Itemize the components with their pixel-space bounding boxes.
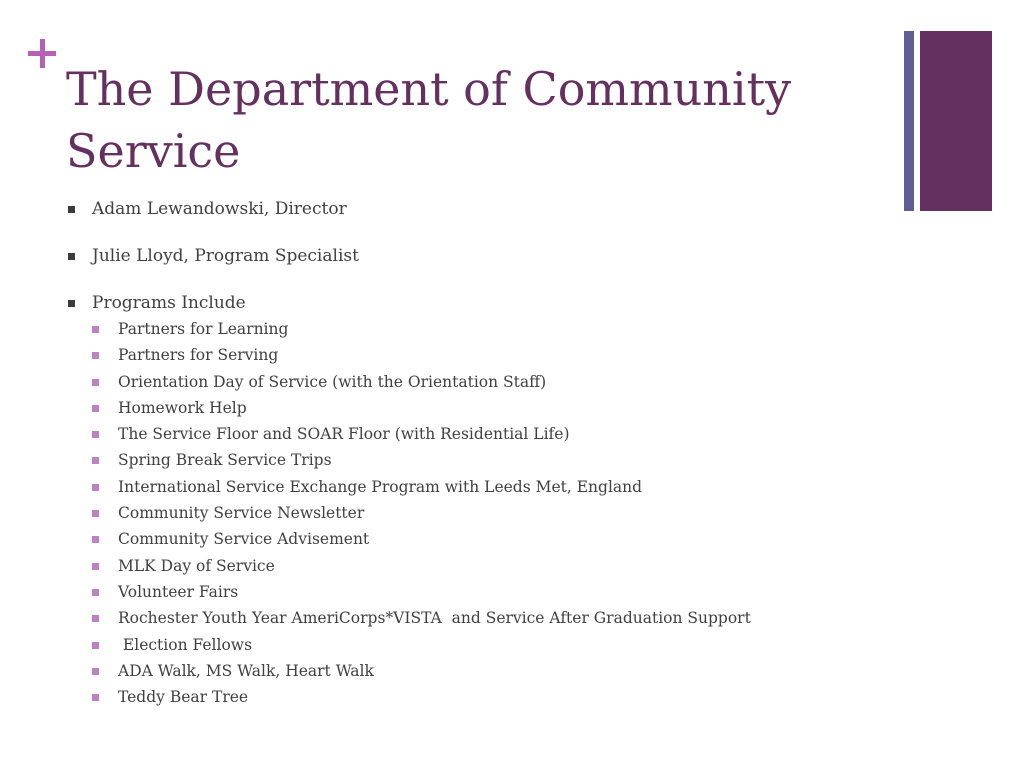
square-bullet-icon [92,536,99,543]
square-bullet-icon [68,300,75,307]
program-item-text: The Service Floor and SOAR Floor (with Residential Life) [118,425,570,444]
square-bullet-icon [92,405,99,412]
square-bullet-icon [92,484,99,491]
program-item [92,342,948,368]
square-bullet-icon [92,379,99,386]
square-bullet-icon [68,206,75,213]
program-item [92,421,948,447]
square-bullet-icon [92,457,99,464]
program-item-text: Rochester Youth Year AmeriCorps*VISTA and Service After Graduation Support [118,609,751,628]
square-bullet-icon [92,431,99,438]
programs-list [92,316,948,710]
decorative-thick-bar [920,31,992,211]
square-bullet-icon [92,326,99,333]
slide-body [68,196,948,710]
program-item-text: Community Service Newsletter [118,504,365,523]
program-item-text: Homework Help [118,398,247,417]
program-item [92,316,948,342]
program-item [92,395,948,421]
program-item-text: Community Service Advisement [118,530,370,549]
program-item-text: Election Fellows [118,635,253,654]
program-item-text: MLK Day of Service [118,556,275,575]
program-item [92,474,948,500]
program-item [92,684,948,710]
square-bullet-icon [92,589,99,596]
program-item-text: Partners for Learning [118,320,289,338]
program-item [92,369,948,395]
program-item [92,526,948,552]
square-bullet-icon [92,352,99,359]
slide-title: The Department of Community Service [66,62,792,178]
plus-icon-vertical-bar [40,39,45,68]
program-item-text: Teddy Bear Tree [118,688,249,707]
program-item [92,553,948,579]
bullet-programs-include [68,290,948,316]
square-bullet-icon [92,563,99,570]
bullet-text: Programs Include [92,293,246,313]
program-item [92,500,948,526]
bullet-text: Julie Lloyd, Program Specialist [92,246,359,266]
decorative-thin-bar [904,31,914,211]
square-bullet-icon [68,253,75,260]
square-bullet-icon [92,510,99,517]
program-item-text: Spring Break Service Trips [118,451,332,470]
program-item [92,579,948,605]
program-item [92,632,948,658]
square-bullet-icon [92,615,99,622]
square-bullet-icon [92,694,99,701]
program-item-text: Partners for Serving [118,346,279,365]
program-item-text: Orientation Day of Service (with the Orientation Staff) [118,372,547,391]
bullet-director [68,196,948,222]
program-item-text: International Service Exchange Program with Leeds Met, England [118,477,643,496]
program-item-text: Volunteer Fairs [118,582,239,601]
program-item [92,605,948,631]
plus-icon [25,38,59,72]
square-bullet-icon [92,642,99,649]
program-item-text: ADA Walk, MS Walk, Heart Walk [118,661,374,680]
program-item [92,447,948,473]
bullet-program-specialist [68,243,948,269]
square-bullet-icon [92,668,99,675]
program-item [92,658,948,684]
bullet-text: Adam Lewandowski, Director [92,199,347,219]
